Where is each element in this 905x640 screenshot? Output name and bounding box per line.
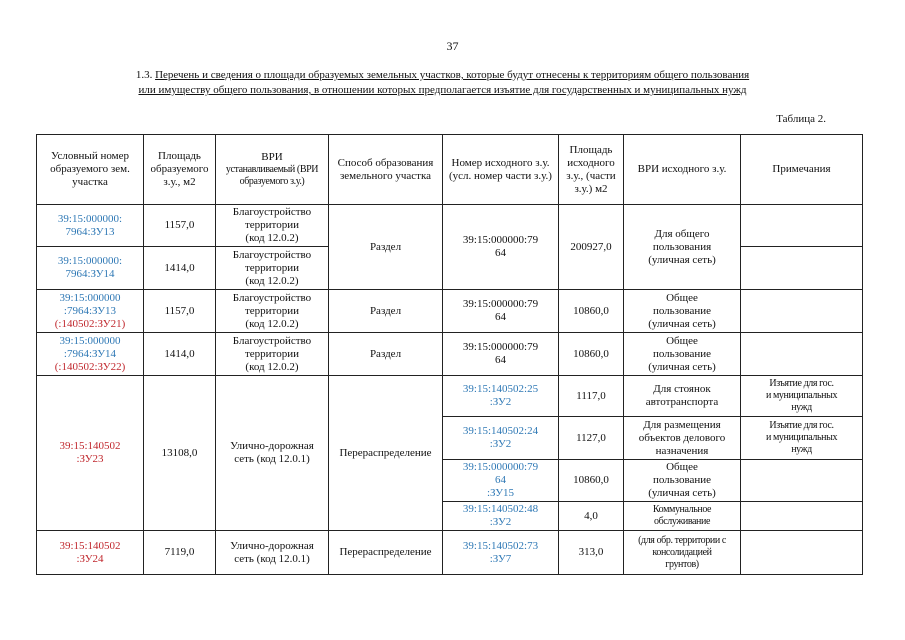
source-number-cell: 39:15:140502:48 :ЗУ2 <box>443 502 559 531</box>
notes-cell <box>741 531 863 575</box>
vri-cell: Благоустройство территории (код 12.0.2) <box>216 205 329 247</box>
method-cell: Перераспределение <box>329 376 443 531</box>
land-plots-table <box>36 134 863 575</box>
source-vri-cell: Для стоянок автотранспорта <box>624 376 741 417</box>
table-row <box>37 205 863 247</box>
source-vri-cell: Для общего пользования (уличная сеть) <box>624 205 741 290</box>
source-area-cell: 1117,0 <box>559 376 624 417</box>
header-vri: ВРИ устанавливаемый (ВРИ образуемого з.у.) <box>216 135 329 205</box>
section-title-line-1: Перечень и сведения о площади образуемых земельных участков, которые будут отнесены к территориям общего пользования <box>155 69 750 81</box>
vri-cell: Благоустройство территории (код 12.0.2) <box>216 333 329 376</box>
source-area-cell: 4,0 <box>559 502 624 531</box>
plot-number-cell: 39:15:000000 :7964:ЗУ14 (:140502:ЗУ22) <box>37 333 144 376</box>
table-row <box>37 376 863 417</box>
source-vri-cell: Общее пользование (уличная сеть) <box>624 333 741 376</box>
source-number-cell: 39:15:000000:79 64 <box>443 290 559 333</box>
plot-area-cell: 1157,0 <box>144 205 216 247</box>
section-heading <box>40 68 845 98</box>
table-header-row <box>37 135 863 205</box>
vri-cell: Улично-дорожная сеть (код 12.0.1) <box>216 376 329 531</box>
source-number-cell: 39:15:000000:79 64 <box>443 205 559 290</box>
notes-cell <box>741 247 863 290</box>
notes-cell <box>741 290 863 333</box>
table-row <box>37 333 863 376</box>
notes-cell <box>741 205 863 247</box>
section-number: 1.3. <box>135 69 153 81</box>
source-vri-cell: Для размещения объектов делового назначения <box>624 417 741 460</box>
header-source-vri: ВРИ исходного з.у. <box>624 135 741 205</box>
source-area-cell: 1127,0 <box>559 417 624 460</box>
source-area-cell: 10860,0 <box>559 290 624 333</box>
plot-number-cell: 39:15:140502 :ЗУ24 <box>37 531 144 575</box>
source-number-cell: 39:15:140502:73 :ЗУ7 <box>443 531 559 575</box>
header-source-number: Номер исходного з.у. (усл. номер части з.у.) <box>443 135 559 205</box>
plot-number-cell: 39:15:000000 :7964:ЗУ13 (:140502:ЗУ21) <box>37 290 144 333</box>
vri-cell: Благоустройство территории (код 12.0.2) <box>216 247 329 290</box>
source-vri-cell: Общее пользование (уличная сеть) <box>624 290 741 333</box>
vri-cell: Улично-дорожная сеть (код 12.0.1) <box>216 531 329 575</box>
source-number-cell: 39:15:140502:24 :ЗУ2 <box>443 417 559 460</box>
method-cell: Раздел <box>329 205 443 290</box>
table-row <box>37 531 863 575</box>
plot-area-cell: 1157,0 <box>144 290 216 333</box>
plot-area-cell: 13108,0 <box>144 376 216 531</box>
source-area-cell: 10860,0 <box>559 333 624 376</box>
table-caption: Таблица 2. <box>776 113 826 125</box>
notes-cell: Изъятие для гос. и муниципальных нужд <box>741 376 863 417</box>
notes-cell <box>741 460 863 502</box>
method-cell: Перераспределение <box>329 531 443 575</box>
source-vri-cell: Общее пользование (уличная сеть) <box>624 460 741 502</box>
source-number-cell: 39:15:000000:79 64 :ЗУ15 <box>443 460 559 502</box>
plot-number-cell: 39:15:140502 :ЗУ23 <box>37 376 144 531</box>
header-plot-number: Условный номер образуемого зем. участка <box>37 135 144 205</box>
header-plot-area: Площадь образуемого з.у., м2 <box>144 135 216 205</box>
source-number-cell: 39:15:000000:79 64 <box>443 333 559 376</box>
table-row <box>37 290 863 333</box>
section-title-line-2: или имуществу общего пользования, в отношении которых предполагается изъятие для государственных и муниципальных нужд <box>138 84 747 96</box>
plot-number-cell: 39:15:000000: 7964:ЗУ14 <box>37 247 144 290</box>
source-vri-cell: (для обр. территории с консолидацией грунтов) <box>624 531 741 575</box>
plot-number-cell: 39:15:000000: 7964:ЗУ13 <box>37 205 144 247</box>
page-number: 37 <box>446 39 459 53</box>
source-area-cell: 200927,0 <box>559 205 624 290</box>
notes-cell: Изъятие для гос. и муниципальных нужд <box>741 417 863 460</box>
header-method: Способ образования земельного участка <box>329 135 443 205</box>
source-area-cell: 313,0 <box>559 531 624 575</box>
header-source-area: Площадь исходного з.у., (части з.у.) м2 <box>559 135 624 205</box>
section-heading-line-1 <box>40 68 845 83</box>
source-number-cell: 39:15:140502:25 :ЗУ2 <box>443 376 559 417</box>
source-vri-cell: Коммунальное обслуживание <box>624 502 741 531</box>
method-cell: Раздел <box>329 290 443 333</box>
plot-area-cell: 1414,0 <box>144 247 216 290</box>
vri-cell: Благоустройство территории (код 12.0.2) <box>216 290 329 333</box>
header-notes: Примечания <box>741 135 863 205</box>
method-cell: Раздел <box>329 333 443 376</box>
plot-area-cell: 7119,0 <box>144 531 216 575</box>
notes-cell <box>741 502 863 531</box>
source-area-cell: 10860,0 <box>559 460 624 502</box>
plot-area-cell: 1414,0 <box>144 333 216 376</box>
notes-cell <box>741 333 863 376</box>
